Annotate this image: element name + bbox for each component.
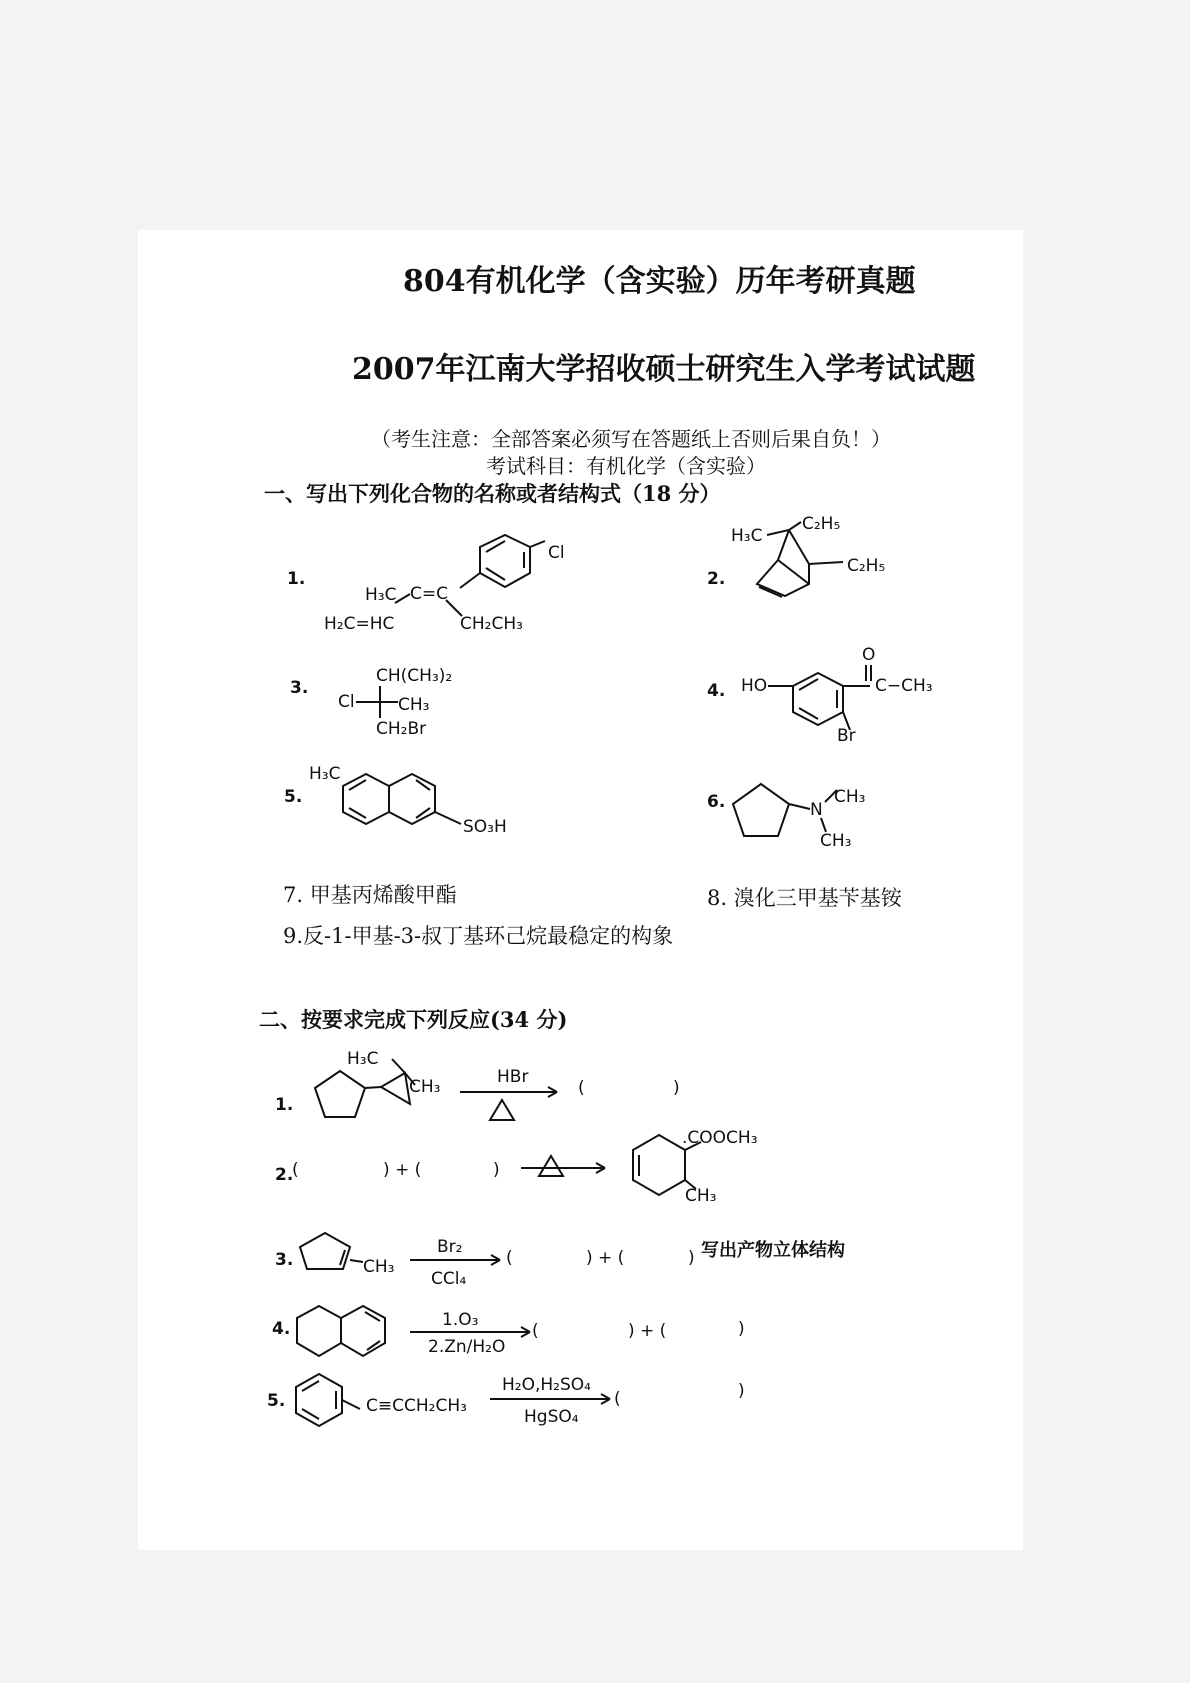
q7-text: 7. 甲基丙烯酸甲酯 — [283, 883, 457, 907]
svg-text:(: ( — [506, 1248, 513, 1268]
svg-text:C₂H₅: C₂H₅ — [847, 556, 886, 576]
r3-number: 3. — [275, 1250, 294, 1270]
svg-text:C=C: C=C — [410, 584, 448, 604]
svg-text:(: ( — [292, 1160, 299, 1180]
q5-number: 5. — [284, 787, 303, 807]
svg-text:Br: Br — [837, 726, 856, 746]
structure-q6 — [733, 784, 865, 851]
svg-text:Cl: Cl — [548, 543, 565, 563]
section-1-title: 一、写出下列化合物的名称或者结构式（18 分） — [264, 481, 721, 506]
reaction-3 — [300, 1233, 695, 1289]
svg-text:1.O₃: 1.O₃ — [442, 1310, 479, 1330]
svg-text:CH₂CH₃: CH₂CH₃ — [460, 614, 523, 634]
svg-text:H₃C: H₃C — [347, 1049, 379, 1069]
r5-number: 5. — [267, 1391, 286, 1411]
svg-text:(: ( — [614, 1389, 621, 1409]
svg-text:H₃C: H₃C — [365, 585, 397, 605]
structure-q5 — [309, 764, 507, 837]
r1-number: 1. — [275, 1095, 294, 1115]
q4-number: 4. — [707, 681, 726, 701]
svg-text:CH₃: CH₃ — [398, 695, 430, 715]
svg-text:HO: HO — [741, 676, 768, 696]
r3-note: 写出产物立体结构 — [701, 1240, 845, 1261]
svg-text:2.Zn/H₂O: 2.Zn/H₂O — [428, 1337, 506, 1357]
svg-text:CH(CH₃)₂: CH(CH₃)₂ — [376, 666, 453, 686]
svg-text:): ) — [688, 1248, 695, 1268]
exam-subject: 考试科目：有机化学（含实验） — [486, 454, 766, 478]
page-title: 804有机化学（含实验）历年考研真题 — [403, 264, 916, 299]
structure-q2 — [731, 514, 885, 597]
svg-text:) + (: ) + ( — [586, 1248, 625, 1268]
reaction-5 — [296, 1374, 745, 1427]
svg-text:Br₂: Br₂ — [437, 1237, 463, 1257]
svg-text:HgSO₄: HgSO₄ — [524, 1407, 579, 1427]
svg-text:.COOCH₃: .COOCH₃ — [682, 1128, 758, 1148]
r4-number: 4. — [272, 1319, 291, 1339]
svg-text:CH₃: CH₃ — [820, 831, 852, 851]
svg-text:CH₃: CH₃ — [685, 1186, 717, 1206]
q6-number: 6. — [707, 792, 726, 812]
svg-text:H₂C=HC: H₂C=HC — [324, 614, 395, 634]
svg-text:): ) — [738, 1381, 745, 1401]
svg-text:): ) — [673, 1078, 680, 1098]
svg-text:): ) — [738, 1319, 745, 1339]
svg-text:C−CH₃: C−CH₃ — [875, 676, 933, 696]
q1-number: 1. — [287, 569, 306, 589]
section-2-title: 二、按要求完成下列反应(34 分) — [259, 1007, 568, 1032]
q8-text: 8. 溴化三甲基苄基铵 — [707, 886, 902, 910]
svg-text:Cl: Cl — [338, 692, 355, 712]
svg-text:N: N — [810, 800, 823, 820]
svg-text:H₂O,H₂SO₄: H₂O,H₂SO₄ — [502, 1375, 591, 1395]
svg-text:H₃C: H₃C — [731, 526, 763, 546]
svg-text:C₂H₅: C₂H₅ — [802, 514, 841, 534]
svg-text:H₃C: H₃C — [309, 764, 341, 784]
svg-text:): ) — [493, 1160, 500, 1180]
q2-number: 2. — [707, 569, 726, 589]
structure-q1 — [324, 535, 565, 634]
svg-text:C≡CCH₂CH₃: C≡CCH₂CH₃ — [366, 1396, 467, 1416]
q9-text: 9.反-1-甲基-3-叔丁基环己烷最稳定的构象 — [283, 924, 674, 948]
svg-text:CH₃: CH₃ — [834, 787, 866, 807]
svg-text:) + (: ) + ( — [628, 1321, 667, 1341]
svg-text:CH₂Br: CH₂Br — [376, 719, 427, 739]
svg-text:) + (: ) + ( — [383, 1160, 422, 1180]
svg-text:SO₃H: SO₃H — [463, 817, 507, 837]
reaction-2 — [292, 1128, 758, 1206]
exam-notice: （考生注意：全部答案必须写在答题纸上否则后果自负！） — [371, 427, 891, 451]
svg-text:CH₃: CH₃ — [363, 1257, 395, 1277]
svg-text:O: O — [862, 645, 876, 665]
r2-number: 2. — [275, 1165, 294, 1185]
structure-q4 — [741, 645, 933, 746]
exam-subtitle: 2007年江南大学招收硕士研究生入学考试试题 — [352, 352, 976, 387]
structure-q3 — [338, 666, 452, 739]
svg-text:HBr: HBr — [497, 1067, 529, 1087]
svg-text:(: ( — [578, 1078, 585, 1098]
q3-number: 3. — [290, 678, 309, 698]
svg-text:CCl₄: CCl₄ — [431, 1269, 467, 1289]
reaction-1 — [315, 1049, 680, 1120]
reaction-4 — [297, 1306, 745, 1357]
svg-text:CH₃: CH₃ — [409, 1077, 441, 1097]
svg-text:(: ( — [532, 1321, 539, 1341]
